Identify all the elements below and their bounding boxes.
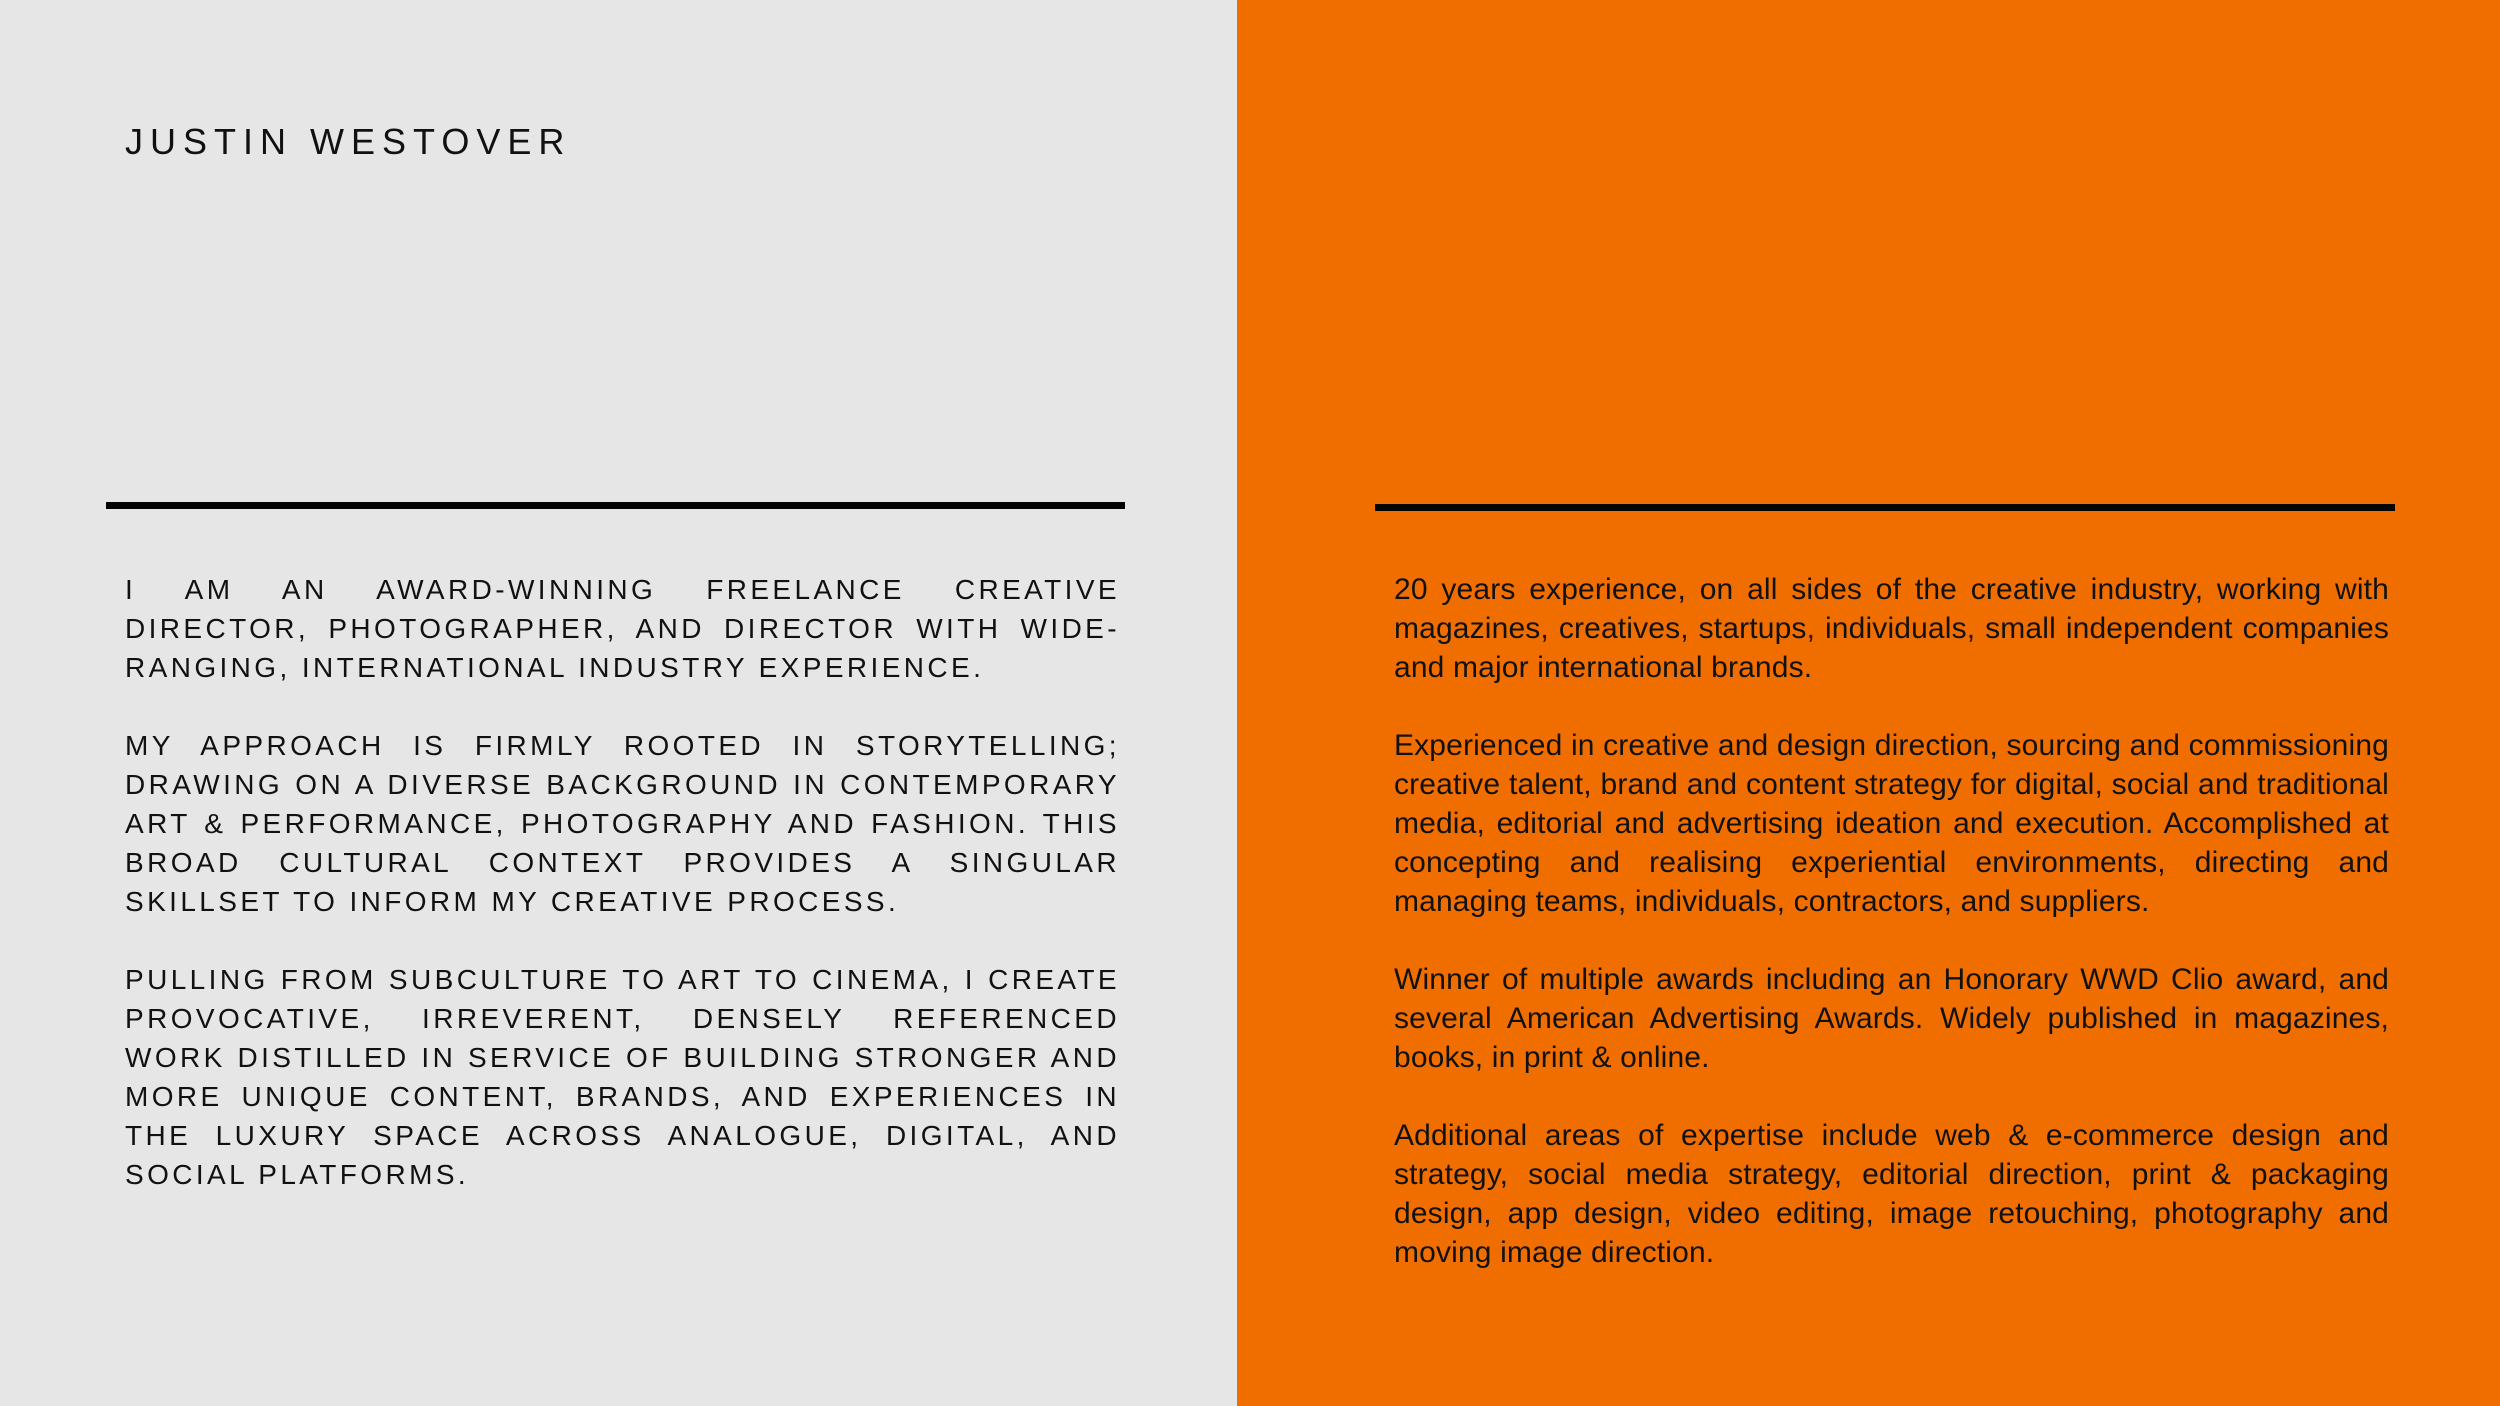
left-paragraph-2: MY APPROACH IS FIRMLY ROOTED IN STORYTELLING; DRAWING ON A DIVERSE BACKGROUND IN CONTEMPORARY ART & PERFORMANCE, PHOTOGRAPHY AND FASHION. THIS BROAD CULTURAL CONTEXT PROVIDES A SINGULAR SKILLSET TO INFORM MY CREATIVE PROCESS. — [125, 730, 1120, 917]
right-paragraph-2: Experienced in creative and design direction, sourcing and commissioning creative talent, brand and content strategy for digital, social and traditional media, editorial and advertising ideation and execution. Accomplished at concepting and realising experiential environments, directing and managing teams, individuals, contractors, and suppliers. — [1394, 729, 2389, 918]
left-paragraph-1: I AM AN AWARD-WINNING FREELANCE CREATIVE DIRECTOR, PHOTOGRAPHER, AND DIRECTOR WITH WIDE-RANGING, INTERNATIONAL INDUSTRY EXPERIENCE. — [125, 574, 1120, 683]
right-text-column — [1394, 570, 2389, 1311]
left-panel — [0, 0, 1237, 1406]
right-divider — [1375, 504, 2395, 511]
page-title: JUSTIN WESTOVER — [125, 121, 572, 162]
right-paragraph-1: 20 years experience, on all sides of the creative industry, working with magazines, creatives, startups, individuals, small independent companies and major international brands. — [1394, 573, 2389, 684]
left-divider — [106, 502, 1125, 509]
left-paragraph-3: PULLING FROM SUBCULTURE TO ART TO CINEMA, I CREATE PROVOCATIVE, IRREVERENT, DENSELY REFERENCED WORK DISTILLED IN SERVICE OF BUILDING STRONGER AND MORE UNIQUE CONTENT, BRANDS, AND EXPERIENCES IN THE LUXURY SPACE ACROSS ANALOGUE, DIGITAL, AND SOCIAL PLATFORMS. — [125, 964, 1120, 1190]
right-paragraph-4: Additional areas of expertise include web & e-commerce design and strategy, social media strategy, editorial direction, print & packaging design, app design, video editing, image retouching, photography and moving image direction. — [1394, 1119, 2389, 1269]
right-paragraph-3: Winner of multiple awards including an Honorary WWD Clio award, and several American Advertising Awards. Widely published in magazines, books, in print & online. — [1394, 963, 2389, 1074]
left-text-column — [125, 570, 1120, 1233]
